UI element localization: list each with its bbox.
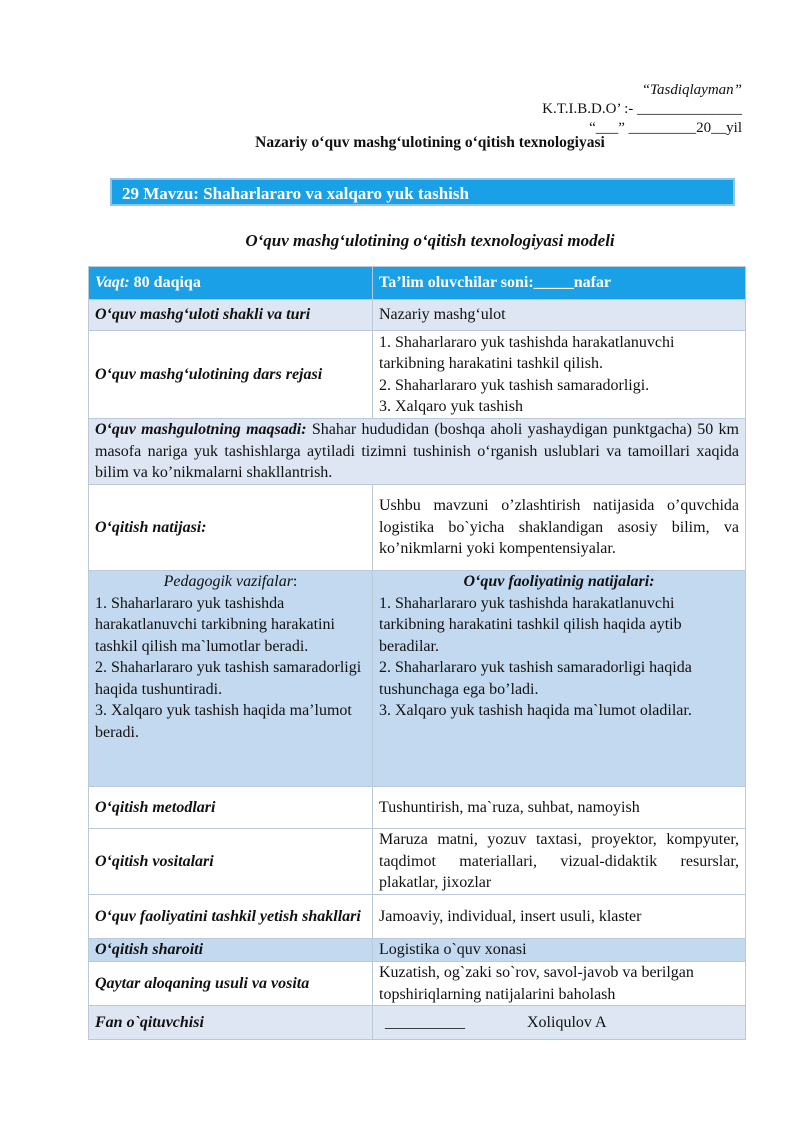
goal-text: Shahar hududidan (boshqa aholi yashaydigan punktgacha) 50 km masofa nariga yuk tashishlarga aytiladi tizimni tushinish o‘rganish uslublari va tamoillari xaqida bilim va ko’nikmalarni shakllantrish. (95, 421, 740, 482)
plan-value (373, 331, 746, 419)
topic-banner: 29 Mavzu: Shaharlararo va xalqaro yuk tashish (110, 178, 735, 206)
tools-value: Maruza matni, yozuv taxtasi, proyektor, kompyuter, taqdimot materiallari, vizual-didaktik resurslar, plakatlar, jixozlar (373, 829, 746, 895)
org-label: O‘quv faoliyatini tashkil yetish shakllari (89, 895, 373, 939)
table-row-result (89, 485, 746, 571)
plan-label: O‘quv mashg‘ulotining dars rejasi (89, 331, 373, 419)
time-cell: Vaqt: 80 daqiqa (89, 267, 373, 300)
table-row-tasks (89, 571, 746, 787)
pedagogic-tasks-header: Pedagogik vazifalar (163, 573, 293, 590)
learning-result-item: 1. Shaharlararo yuk tashishda harakatlanuvchi tarkibning harakatini tashkil qilish haqida aytib beradilar. (379, 594, 682, 655)
conditions-value: Logistika o`quv xonasi (373, 939, 746, 962)
approval-ktibdo: K.T.I.B.D.O’ :- ______________ (542, 101, 742, 117)
approval-title: “Tasdiqlayman” (641, 82, 742, 98)
learning-results-cell (373, 571, 746, 787)
table-row-org (89, 895, 746, 939)
teacher-name: Xoliqulov A (527, 1013, 607, 1031)
tools-label: O‘qitish vositalari (89, 829, 373, 895)
teacher-label: Fan o`qituvchisi (89, 1006, 373, 1040)
table-row-conditions (89, 939, 746, 962)
table-row-form (89, 300, 746, 331)
plan-item: 3. Xalqaro yuk tashish (379, 398, 523, 415)
lesson-plan-table (88, 266, 746, 1040)
methods-label: O‘qitish metodlari (89, 787, 373, 829)
page-title: Nazariy o‘quv mashg‘ulotining o‘qitish texnologiyasi (255, 134, 605, 151)
pedagogic-task-item: 3. Xalqaro yuk tashish haqida ma’lumot beradi. (95, 702, 352, 741)
pedagogic-task-item: 2. Shaharlararo yuk tashish samaradorligi haqida tushuntiradi. (95, 659, 362, 698)
table-row-plan (89, 331, 746, 419)
feedback-label: Qaytar aloqaning usuli va vosita (89, 962, 373, 1006)
form-value: Nazariy mashg‘ulot (373, 300, 746, 331)
feedback-value: Kuzatish, og`zaki so`rov, savol-javob va berilgan topshiriqlarning natijalarini baholash (373, 962, 746, 1006)
form-label: O‘quv mashg‘uloti shakli va turi (89, 300, 373, 331)
table-row-tools (89, 829, 746, 895)
table-row-goal (89, 419, 746, 485)
pedagogic-task-item: 1. Shaharlararo yuk tashishda harakatlanuvchi tarkibning harakatini tashkil qilish ma`lumotlar beradi. (95, 594, 335, 655)
model-title: O‘quv mashg‘ulotining o‘qitish texnologiyasi modeli (245, 231, 615, 250)
result-label: O‘qitish natijasi: (89, 485, 373, 571)
table-row-methods (89, 787, 746, 829)
learning-result-item: 2. Shaharlararo yuk tashish samaradorligi haqida tushunchaga ega bo’ladi. (379, 659, 692, 698)
result-value: Ushbu mavzuni o’zlashtirish natijasida o’quvchida logistika bo`yicha shaklandigan asosiy bilim, va ko’nikmlarni yoki kompentensiyalar. (373, 485, 746, 571)
goal-label: O‘quv mashgulotning maqsadi: (95, 421, 307, 439)
plan-item: 2. Shaharlararo yuk tashish samaradorligi. (379, 376, 650, 394)
goal-cell (89, 419, 746, 485)
org-value: Jamoaviy, individual, insert usuli, klaster (373, 895, 746, 939)
conditions-label: O‘qitish sharoiti (89, 939, 373, 962)
approval-date: “___” _________20__yil (589, 120, 742, 136)
teacher-signature-line: __________ (385, 1013, 465, 1031)
learning-results-header: O‘quv faoliyatinig natijalari: (463, 573, 655, 590)
table-row-time (89, 267, 746, 300)
methods-value: Tushuntirish, ma`ruza, suhbat, namoyish (373, 787, 746, 829)
table-row-teacher (89, 1006, 746, 1040)
learning-result-item: 3. Xalqaro yuk tashish haqida ma`lumot oladilar. (379, 702, 692, 719)
teacher-value (373, 1006, 746, 1040)
pedagogic-tasks-cell: Pedagogik vazifalar: 1. Shaharlararo yuk tashishda harakatlanuvchi tarkibning harakatini tashkil qilish ma`lumotlar beradi. 2. Shaharlararo yuk tashish samaradorligi haqida tushuntiradi. 3. Xalqaro yuk tashish haqida ma’lumot beradi. (89, 571, 373, 787)
table-row-feedback (89, 962, 746, 1006)
students-cell: Ta’lim oluvchilar soni:_____nafar (373, 267, 746, 300)
plan-item: 1. Shaharlararo yuk tashishda harakatlanuvchi tarkibning harakatini tashkil qilish. (379, 333, 675, 372)
